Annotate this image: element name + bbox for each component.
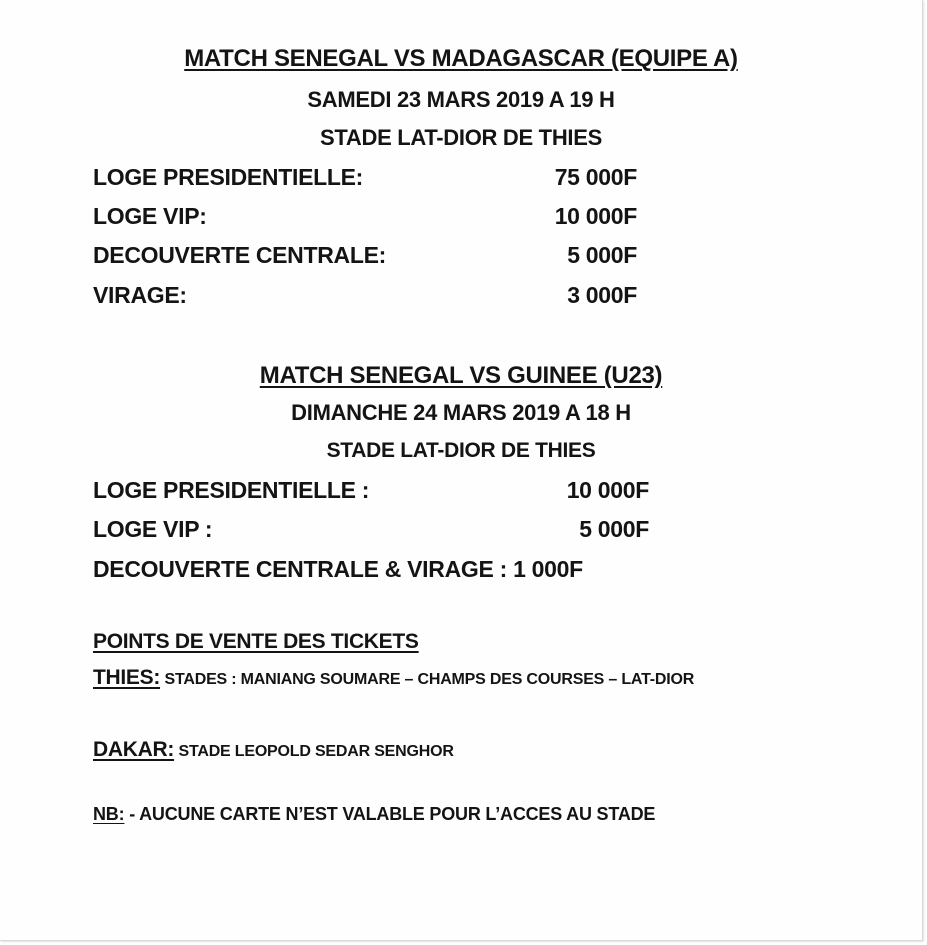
match2-price-label: LOGE PRESIDENTIELLE : (93, 477, 370, 503)
match1-price-label: VIRAGE: (93, 282, 187, 308)
match1-price-label: LOGE PRESIDENTIELLE: (93, 164, 364, 190)
sales-thies-text: STADES : MANIANG SOUMARE – CHAMPS DES COURSES – LAT-DIOR (164, 671, 695, 688)
match2-title: MATCH SENEGAL VS GUINEE (U23) (259, 362, 663, 389)
match2-price-value: 10 000F (566, 477, 649, 503)
note-label: NB: (93, 804, 125, 824)
note-text: - AUCUNE CARTE N’EST VALABLE POUR L’ACCES AU STADE (124, 804, 656, 824)
sales-dakar-label: DAKAR: (93, 738, 175, 761)
match2-price-value: 5 000F (579, 516, 649, 542)
match1-date: SAMEDI 23 MARS 2019 A 19 H (307, 87, 615, 112)
match2-venue: STADE LAT-DIOR DE THIES (326, 439, 596, 462)
match1-price-label: DECOUVERTE CENTRALE: (93, 242, 387, 268)
match2-price-label: LOGE VIP : (93, 516, 213, 542)
sales-dakar-text: STADE LEOPOLD SEDAR SENGHOR (178, 743, 454, 760)
match2-combined-price: DECOUVERTE CENTRALE & VIRAGE : 1 000F (93, 556, 583, 582)
sales-heading: POINTS DE VENTE DES TICKETS (93, 630, 419, 653)
sales-dakar-line (93, 738, 454, 762)
match1-price-value: 10 000F (554, 203, 637, 229)
match2-date: DIMANCHE 24 MARS 2019 A 18 H (291, 400, 631, 425)
match1-venue: STADE LAT-DIOR DE THIES (320, 125, 602, 150)
match1-title: MATCH SENEGAL VS MADAGASCAR (EQUIPE A) (184, 45, 738, 72)
match1-price-value: 3 000F (567, 282, 637, 308)
match1-price-label: LOGE VIP: (93, 203, 207, 229)
sales-thies-label: THIES: (93, 666, 161, 689)
match1-price-value: 5 000F (567, 242, 637, 268)
match1-price-value: 75 000F (554, 164, 637, 190)
sales-thies-line (93, 666, 694, 690)
note-line (93, 804, 655, 825)
